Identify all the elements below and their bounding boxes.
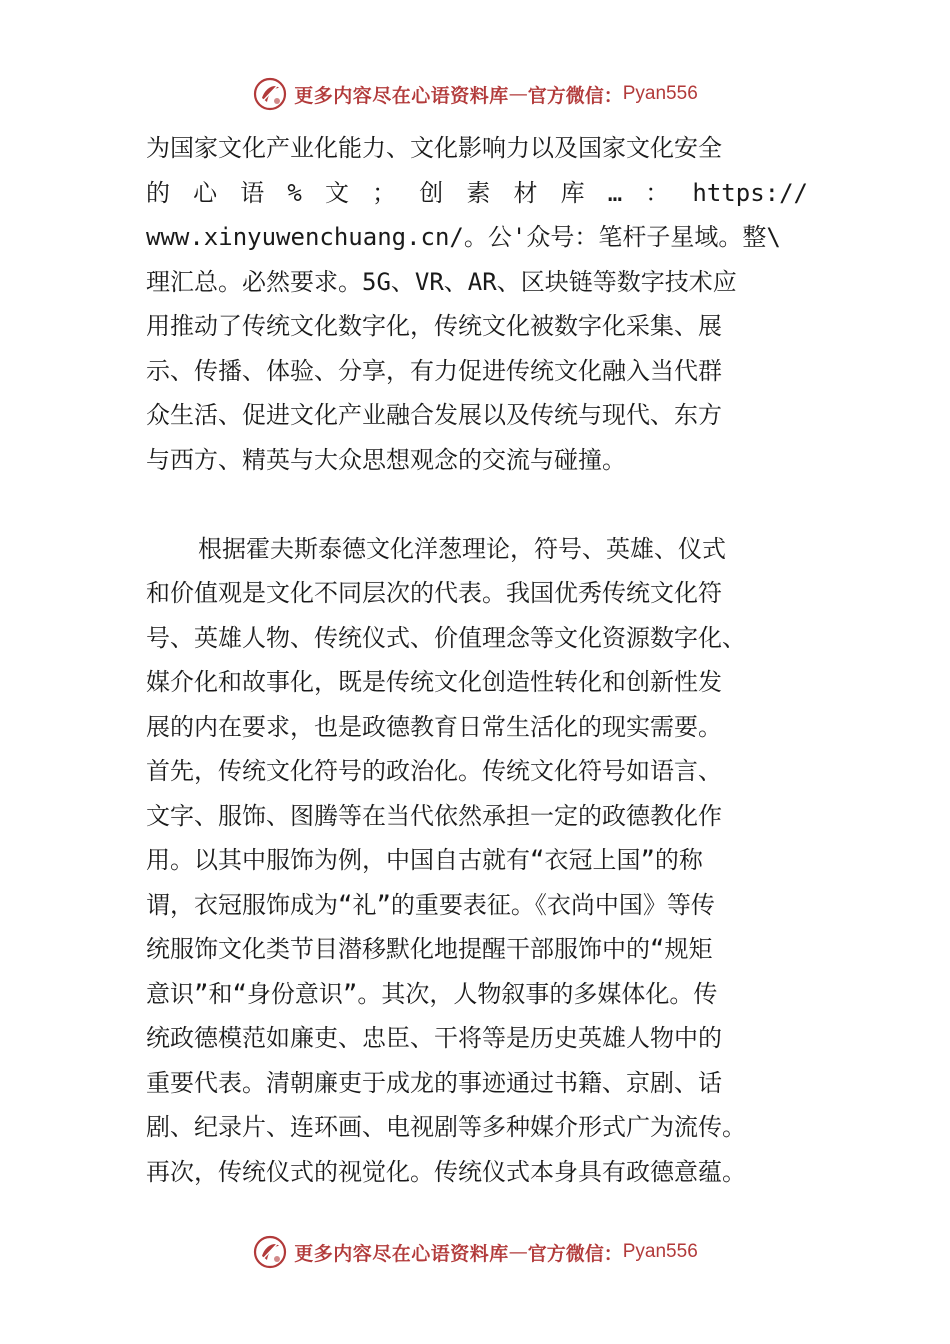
footer-banner xyxy=(0,1230,950,1274)
char: … xyxy=(607,178,623,207)
char: ； xyxy=(372,178,397,207)
banner-wechat-id: Pyan556 xyxy=(622,1241,698,1262)
banner-wechat-label: 官方微信： xyxy=(527,84,623,107)
paragraph-2 xyxy=(146,527,808,1195)
text-line: 示、传播、体验、分享，有力促进传统文化融入当代群 xyxy=(146,356,722,385)
text-line: 谓，衣冠服饰成为“礼”的重要表征。《衣尚中国》等传 xyxy=(146,890,715,919)
char: 库 xyxy=(560,178,585,207)
logo-icon xyxy=(252,76,288,112)
text-line: 文字、服饰、图腾等在当代依然承担一定的政德教化作 xyxy=(146,801,722,830)
char: 素 xyxy=(466,178,491,207)
char: 心 xyxy=(193,178,218,207)
text-line: 用。以其中服饰为例，中国自古就有“衣冠上国”的称 xyxy=(146,846,703,874)
text-line: 用推动了传统文化数字化，传统文化被数字化采集、展 xyxy=(146,312,722,340)
text-line: 重要代表。清朝廉吏于成龙的事迹通过书籍、京剧、话 xyxy=(146,1068,722,1097)
banner-text: 更多内容尽在心语资料库 xyxy=(294,84,509,107)
text-line: 根据霍夫斯泰德文化洋葱理论，符号、英雄、仪式 xyxy=(198,534,726,563)
text-line-spaced xyxy=(146,171,808,216)
text-line: www.xinyuwenchuang.cn/。公'众号：笔杆子星域。整\ xyxy=(146,223,781,251)
paragraph-gap xyxy=(146,482,808,527)
text-line: 意识”和“身份意识”。其次，人物叙事的多媒体化。传 xyxy=(146,979,718,1008)
logo-icon xyxy=(252,1234,288,1270)
char: 材 xyxy=(513,178,538,207)
char: 的 xyxy=(146,178,170,207)
char: % xyxy=(287,178,302,207)
banner-dash: — xyxy=(508,83,528,105)
text-line: 理汇总。必然要求。5G、VR、AR、区块链等数字技术应 xyxy=(146,267,737,296)
banner-text: 更多内容尽在心语资料库 xyxy=(294,1242,509,1265)
text-line: 统服饰文化类节目潜移默化地提醒干部服饰中的“规矩 xyxy=(146,935,713,963)
char: 创 xyxy=(419,178,444,207)
char: 语 xyxy=(240,178,265,207)
text-line: 首先，传统文化符号的政治化。传统文化符号如语言、 xyxy=(146,757,722,785)
text-line: 展的内在要求，也是政德教育日常生活化的现实需要。 xyxy=(146,712,722,741)
text-line: 再次，传统仪式的视觉化。传统仪式本身具有政德意蕴。 xyxy=(146,1157,746,1186)
banner-wechat-id: Pyan556 xyxy=(622,83,698,104)
text-line: 号、英雄人物、传统仪式、价值理念等文化资源数字化、 xyxy=(146,623,746,652)
text-line: 为国家文化产业化能力、文化影响力以及国家文化安全 xyxy=(146,134,722,162)
url-link: https:// xyxy=(692,178,808,207)
banner-dash: — xyxy=(508,1241,528,1263)
char: 文 xyxy=(324,178,349,207)
char: ： xyxy=(645,178,670,207)
header-banner xyxy=(0,72,950,116)
banner-wechat-label: 官方微信： xyxy=(527,1242,623,1265)
text-line: 众生活、促进文化产业融合发展以及传统与现代、东方 xyxy=(146,401,722,429)
text-line: 与西方、精英与大众思想观念的交流与碰撞。 xyxy=(146,445,626,474)
document-body xyxy=(146,126,808,1194)
paragraph-1 xyxy=(146,126,808,482)
text-line: 统政德模范如廉吏、忠臣、干将等是历史英雄人物中的 xyxy=(146,1024,722,1052)
text-line: 和价值观是文化不同层次的代表。我国优秀传统文化符 xyxy=(146,579,722,607)
text-line: 剧、纪录片、连环画、电视剧等多种媒介形式广为流传。 xyxy=(146,1113,746,1141)
text-line: 媒介化和故事化，既是传统文化创造性转化和创新性发 xyxy=(146,668,722,696)
